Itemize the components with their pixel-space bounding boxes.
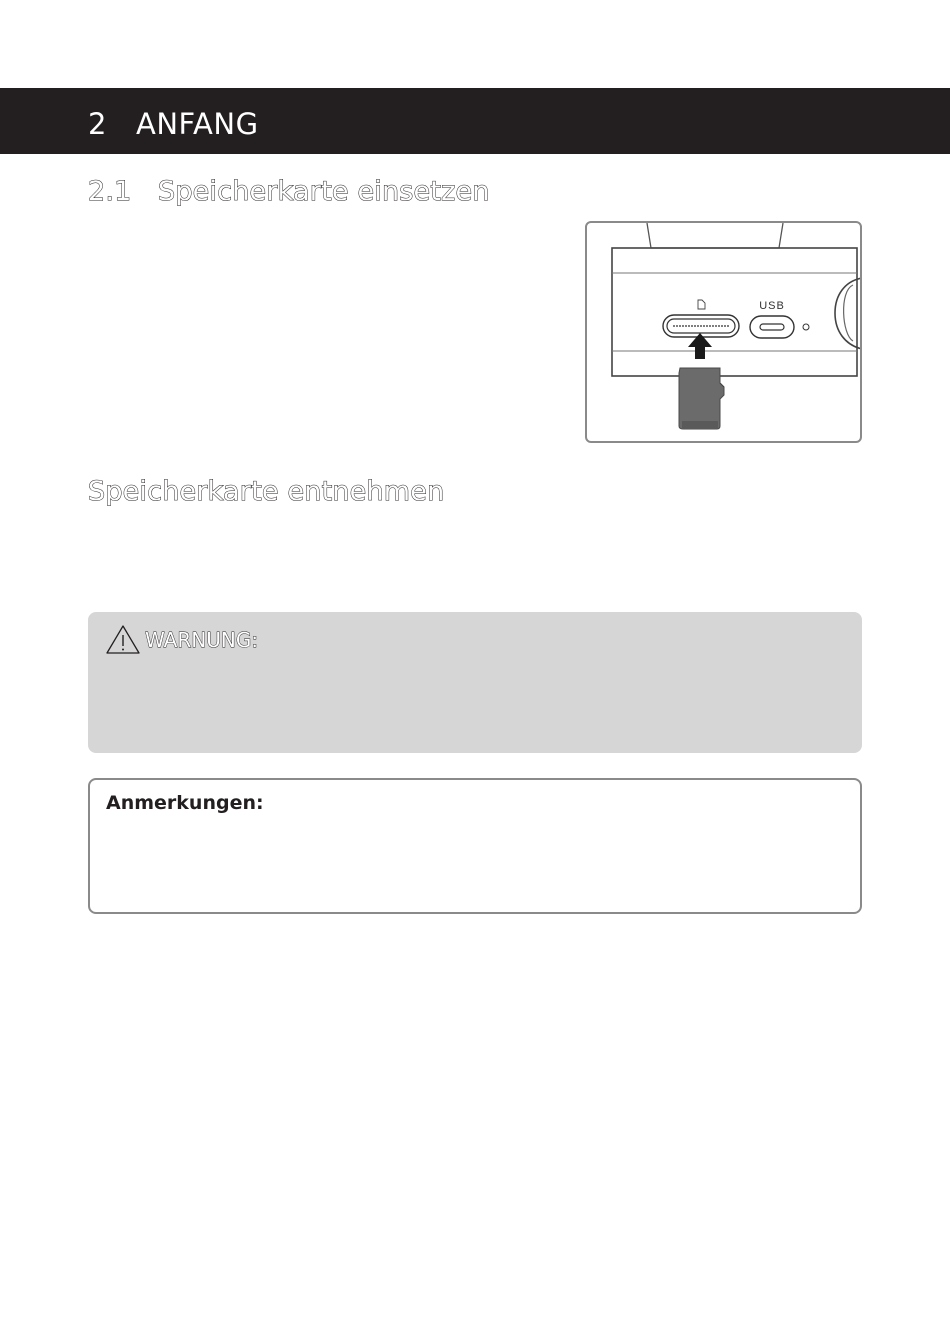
subsection-title: Speicherkarte entnehmen bbox=[88, 476, 445, 507]
warning-triangle-icon bbox=[105, 624, 141, 656]
warning-label: WARNUNG: bbox=[145, 628, 259, 652]
chapter-title-text: ANFANG bbox=[136, 107, 259, 141]
chapter-number: 2 bbox=[88, 107, 107, 141]
section-number: 2.1 bbox=[88, 176, 132, 207]
usb-port-label: USB bbox=[759, 300, 785, 312]
notes-box bbox=[88, 778, 862, 914]
notes-label: Anmerkungen: bbox=[106, 792, 264, 814]
warning-header bbox=[105, 624, 258, 656]
chapter-title bbox=[88, 107, 259, 141]
microsd-card-insert-illustration bbox=[587, 223, 862, 443]
section-title-text: Speicherkarte einsetzen bbox=[158, 176, 490, 207]
section-title bbox=[88, 176, 490, 207]
warning-box bbox=[88, 612, 862, 753]
memory-card-illustration bbox=[585, 221, 862, 443]
